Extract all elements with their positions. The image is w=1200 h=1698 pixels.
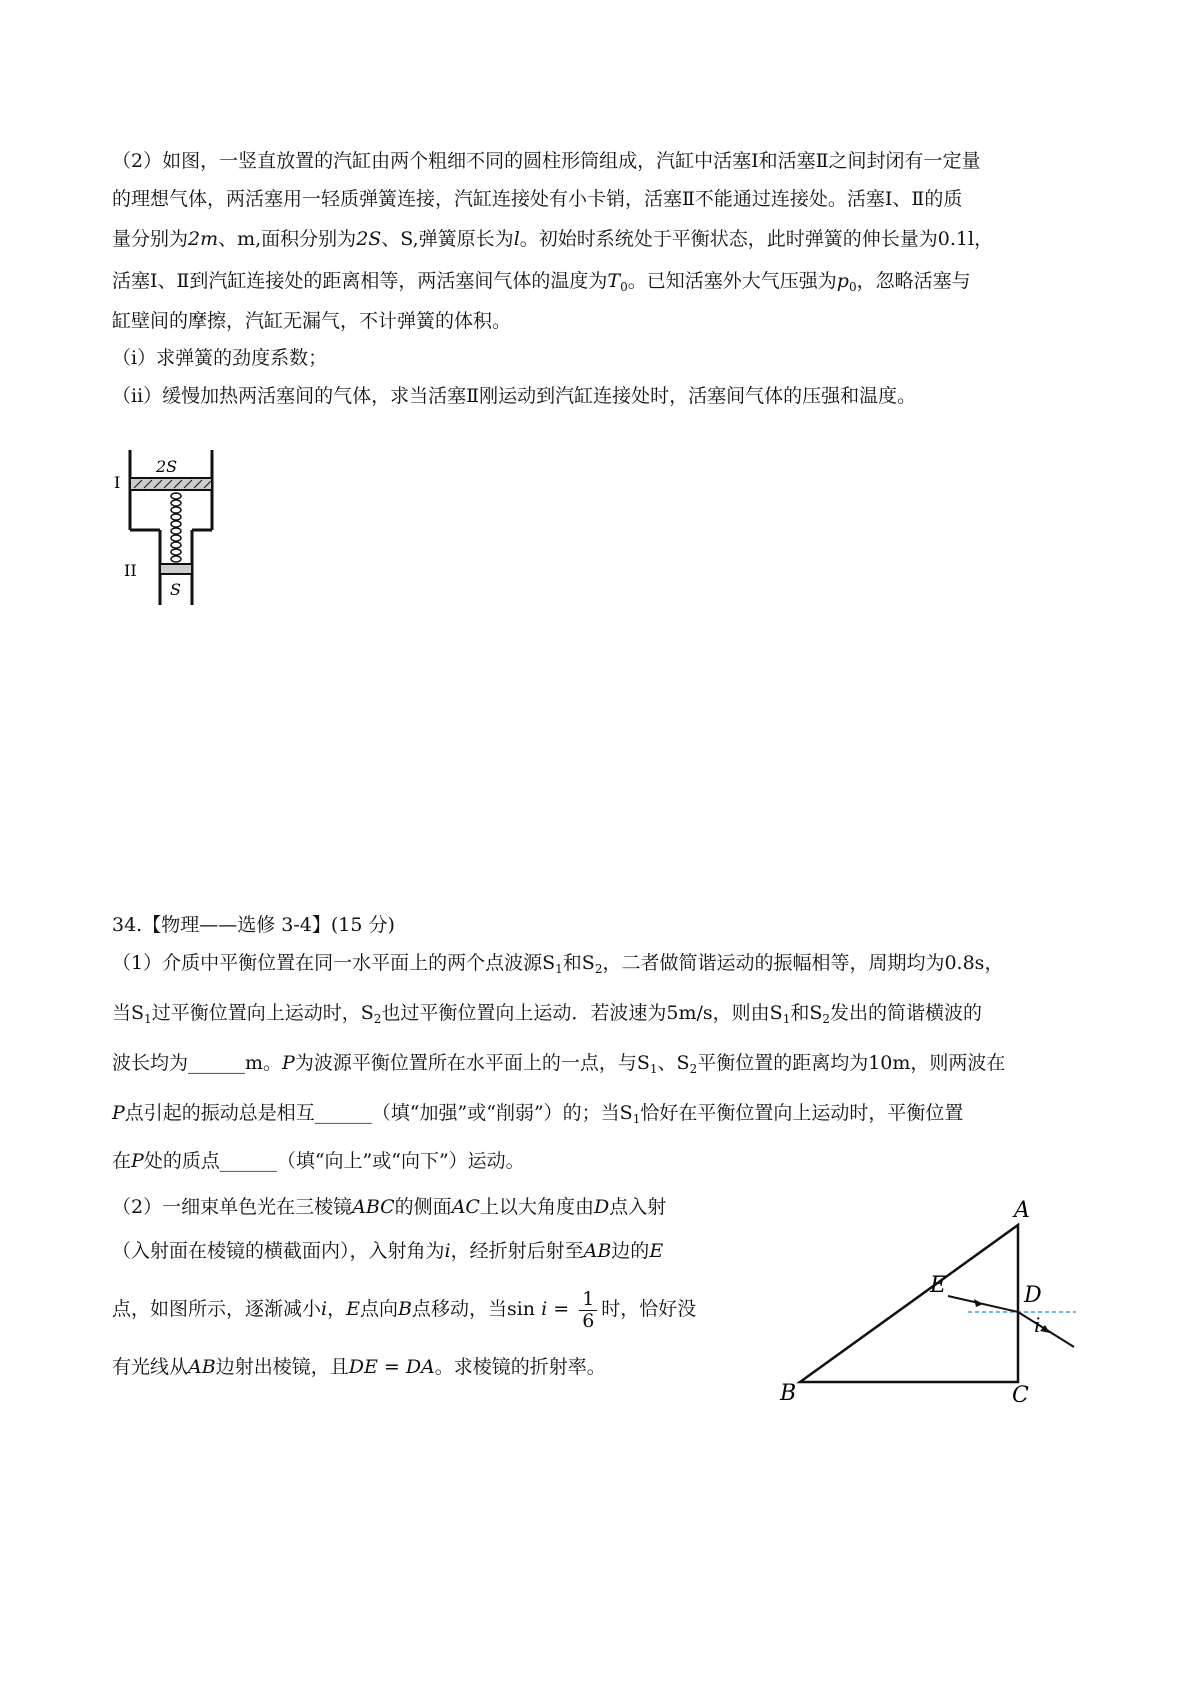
label-D: D xyxy=(1024,1283,1042,1308)
fraction-one-sixth: $\frac{1}{6}$ xyxy=(579,1289,597,1332)
q34-p2-line-2: （入射面在棱镜的横截面内），入射角为i，经折射后射至AB边的E xyxy=(112,1240,664,1262)
q34-p2-line-3: 点，如图所示，逐渐减小i，E点向B点移动，当sin i = $\frac{1}{6}$ 时，恰好没 xyxy=(112,1287,697,1332)
q2-sub-ii: （ⅱ）缓慢加热两活塞间的气体，求当活塞Ⅱ刚运动到汽缸连接处时，活塞间气体的压强和温度。 xyxy=(112,385,917,407)
q34-p1-line-5: 在P处的质点______（填“向上”或“向下”）运动。 xyxy=(112,1150,525,1172)
q34-p2-line-1: （2）一细束单色光在三棱镜ABC的侧面AC上以大角度由D点入射 xyxy=(112,1196,667,1218)
q34-p1-line-1: （1）介质中平衡位置在同一水平面上的两个点波源$S_1$和$S_2$，二者做简谐运动的振幅相等，周期均为0.8s， xyxy=(112,952,1004,976)
label-B: B xyxy=(780,1381,797,1406)
q34-p2-line-4: 有光线从AB边射出棱镜，且DE = DA。求棱镜的折射率。 xyxy=(112,1356,606,1378)
label-A: A xyxy=(1014,1198,1030,1223)
label-C: C xyxy=(1012,1383,1029,1408)
spring-icon xyxy=(171,493,181,562)
q34-p1-line-4: P点引起的振动总是相互______（填“加强”或“削弱”）的；当$S_1$恰好在平衡位置向上运动时，平衡位置 xyxy=(112,1102,964,1126)
cylinder-figure xyxy=(112,440,262,660)
label-II: II xyxy=(124,561,137,580)
piston-I xyxy=(130,478,212,490)
label-E: E xyxy=(930,1273,947,1298)
piston-II xyxy=(160,564,192,574)
q2-line-3: 量分别为2m、m,面积分别为2S、S,弹簧原长为l。初始时系统处于平衡状态，此时弹簧的伸长量为0.1l， xyxy=(112,228,994,250)
label-2S: 2S xyxy=(156,457,178,476)
prism-figure xyxy=(778,1192,1098,1422)
q2-line-2: 的理想气体，两活塞用一轻质弹簧连接，汽缸连接处有小卡销，活塞Ⅱ不能通过连接处。活塞Ⅰ、Ⅱ的质 xyxy=(112,188,963,210)
q2-line-1: （2）如图，一竖直放置的汽缸由两个粗细不同的圆柱形筒组成，汽缸中活塞Ⅰ和活塞Ⅱ之间封闭有一定量 xyxy=(112,150,981,172)
q34-p1-line-3: 波长均为______m。P为波源平衡位置所在水平面上的一点，与$S_1$、$S_2$平衡位置的距离均为10m，则两波在 xyxy=(112,1052,1006,1076)
q2-sub-i: （ⅰ）求弹簧的劲度系数； xyxy=(112,347,328,369)
q2-line-5: 缸壁间的摩擦，汽缸无漏气，不计弹簧的体积。 xyxy=(112,310,512,332)
label-S: S xyxy=(170,580,181,599)
q34-p1-line-2: 当$S_1$过平衡位置向上运动时，$S_2$也过平衡位置向上运动．若波速为5m/s，则由$S_1$和$S_2$发出的简谐横波的 xyxy=(112,1002,983,1026)
q2-line-4: 活塞Ⅰ、Ⅱ到汽缸连接处的距离相等，两活塞间气体的温度为$T_0$。已知活塞外大气压强为$p_0$，忽略活塞与 xyxy=(112,270,971,294)
q34-title: 34.【物理——选修 3-4】(15 分) xyxy=(112,914,395,936)
label-I: I xyxy=(114,473,121,492)
label-i: i xyxy=(1034,1313,1041,1337)
